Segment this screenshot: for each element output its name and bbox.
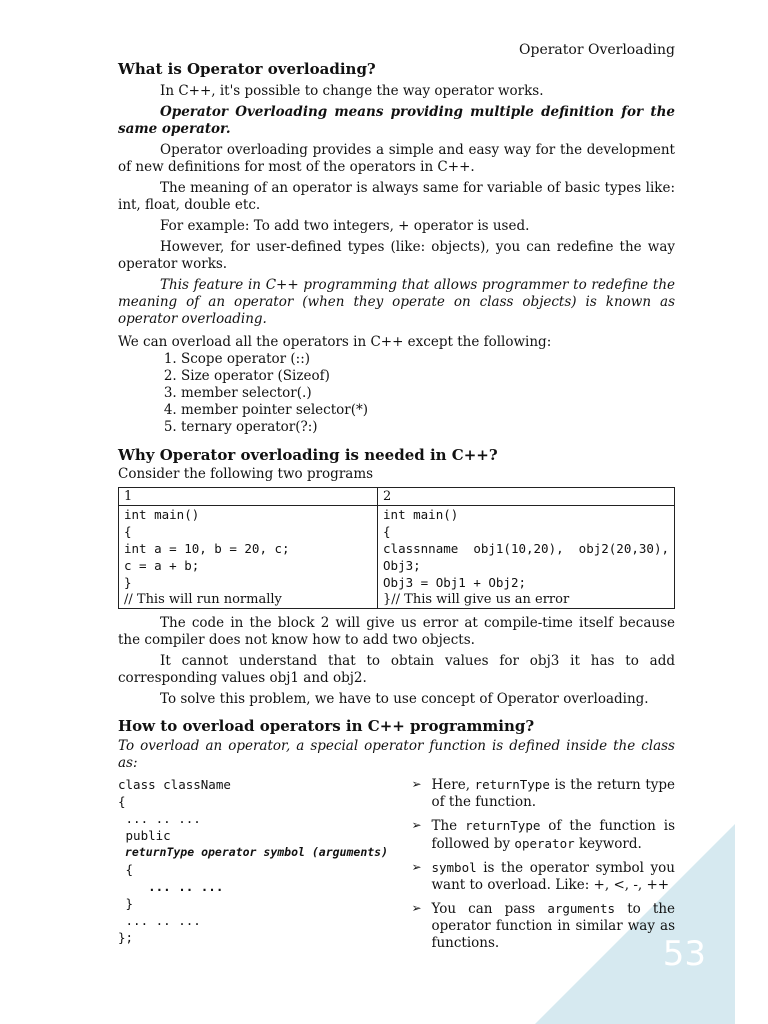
inline-code: arguments <box>547 901 616 916</box>
paragraph: However, for user-defined types (like: objects), you can redefine the way operator works. <box>118 239 675 272</box>
inline-code: symbol <box>431 860 477 875</box>
code-line: { <box>118 794 126 809</box>
italic-paragraph: This feature in C++ programming that allows programmer to redefine the meaning of an operator (when they operate on class objects) is known as operator overloading. <box>118 277 675 327</box>
list-item <box>411 900 675 952</box>
paragraph: It cannot understand that to obtain values for obj3 it has to add corresponding values obj1 and obj2. <box>118 653 675 686</box>
paragraph: For example: To add two integers, + operator is used. <box>160 218 530 234</box>
syntax-notes <box>411 776 675 958</box>
table-cell-program-2 <box>378 506 675 609</box>
code-line: Obj3; <box>383 558 421 573</box>
paragraph: Consider the following two programs <box>118 466 374 482</box>
paragraph: In C++, it's possible to change the way operator works. <box>160 83 544 99</box>
code-line: c = a + b; <box>124 558 200 573</box>
list-item: 4. member pointer selector(*) <box>181 402 675 419</box>
code-line: Obj3 = Obj1 + Obj2; <box>383 575 527 590</box>
code-comment: }// This will give us an error <box>383 592 570 607</box>
table-header: 2 <box>378 488 675 506</box>
text: You can pass <box>431 901 536 917</box>
code-line: ... .. ... <box>118 811 201 826</box>
code-line: public <box>118 828 171 843</box>
page-content <box>118 42 675 958</box>
code-line: }; <box>118 930 134 945</box>
arrow-bullet-icon: ➢ <box>411 777 422 791</box>
code-line: } <box>124 575 132 590</box>
arrow-bullet-icon: ➢ <box>411 901 422 915</box>
paragraph: Operator overloading provides a simple and easy way for the development of new definitions for most of the operators in C++. <box>118 142 675 175</box>
code-line: classnname obj1(10,20), obj2(20,30), <box>383 541 669 556</box>
arrow-bullet-icon: ➢ <box>411 860 422 874</box>
code-line: { <box>124 524 132 539</box>
inline-code: returnType <box>474 777 550 792</box>
code-line: { <box>118 862 134 877</box>
paragraph: The meaning of an operator is always same for variable of basic types like: int, float, double etc. <box>118 180 675 213</box>
paragraph: To solve this problem, we have to use concept of Operator overloading. <box>160 691 649 707</box>
arrow-bullet-icon: ➢ <box>411 818 422 832</box>
text: is the operator symbol you want to overload. Like: +, <, -, ++ <box>431 860 675 893</box>
inline-code: returnType <box>465 818 541 833</box>
list-item <box>411 817 675 853</box>
list-item <box>411 859 675 894</box>
code-line: { <box>383 524 391 539</box>
text: keyword. <box>578 836 642 852</box>
syntax-area <box>118 776 675 958</box>
inline-code: operator <box>514 836 575 851</box>
code-line: ... .. ... <box>118 913 201 928</box>
comparison-table <box>118 487 675 609</box>
page-number: 53 <box>662 934 706 974</box>
text: of the function is followed by <box>431 818 676 852</box>
italic-intro: To overload an operator, a special operator function is defined inside the class as: <box>118 738 675 771</box>
section-title-why: Why Operator overloading is needed in C++? <box>118 446 498 464</box>
section-title-what: What is Operator overloading? <box>118 60 376 78</box>
table-cell-program-1 <box>119 506 378 609</box>
syntax-code-block <box>118 776 397 958</box>
list-item: 3. member selector(.) <box>181 385 675 402</box>
code-line: returnType operator symbol (arguments) <box>118 845 389 859</box>
list-item <box>411 776 675 811</box>
list-item: 2. Size operator (Sizeof) <box>181 368 675 385</box>
text: The <box>431 818 458 834</box>
list-item: 1. Scope operator (::) <box>181 351 675 368</box>
exception-list <box>118 351 675 436</box>
code-line: class className <box>118 777 231 792</box>
paragraph: We can overload all the operators in C++ except the following: <box>118 334 552 350</box>
definition: Operator Overloading means providing multiple definition for the same operator. <box>118 104 675 137</box>
code-line: } <box>118 896 134 911</box>
code-comment: // This will run normally <box>124 592 282 607</box>
table-header: 1 <box>119 488 378 506</box>
running-head: Operator Overloading <box>519 42 675 58</box>
section-title-how: How to overload operators in C++ programming? <box>118 717 535 735</box>
code-line: int a = 10, b = 20, c; <box>124 541 290 556</box>
code-line: int main() <box>383 507 459 522</box>
text: is the return type of the function. <box>431 777 676 810</box>
text: Here, <box>431 777 470 793</box>
list-item: 5. ternary operator(?:) <box>181 419 675 436</box>
text: to the operator function in similar way as functions. <box>431 901 676 951</box>
code-line: ... .. ... <box>118 879 224 894</box>
code-line: int main() <box>124 507 200 522</box>
paragraph: The code in the block 2 will give us error at compile-time itself because the compiler does not know how to add two objects. <box>118 615 675 648</box>
